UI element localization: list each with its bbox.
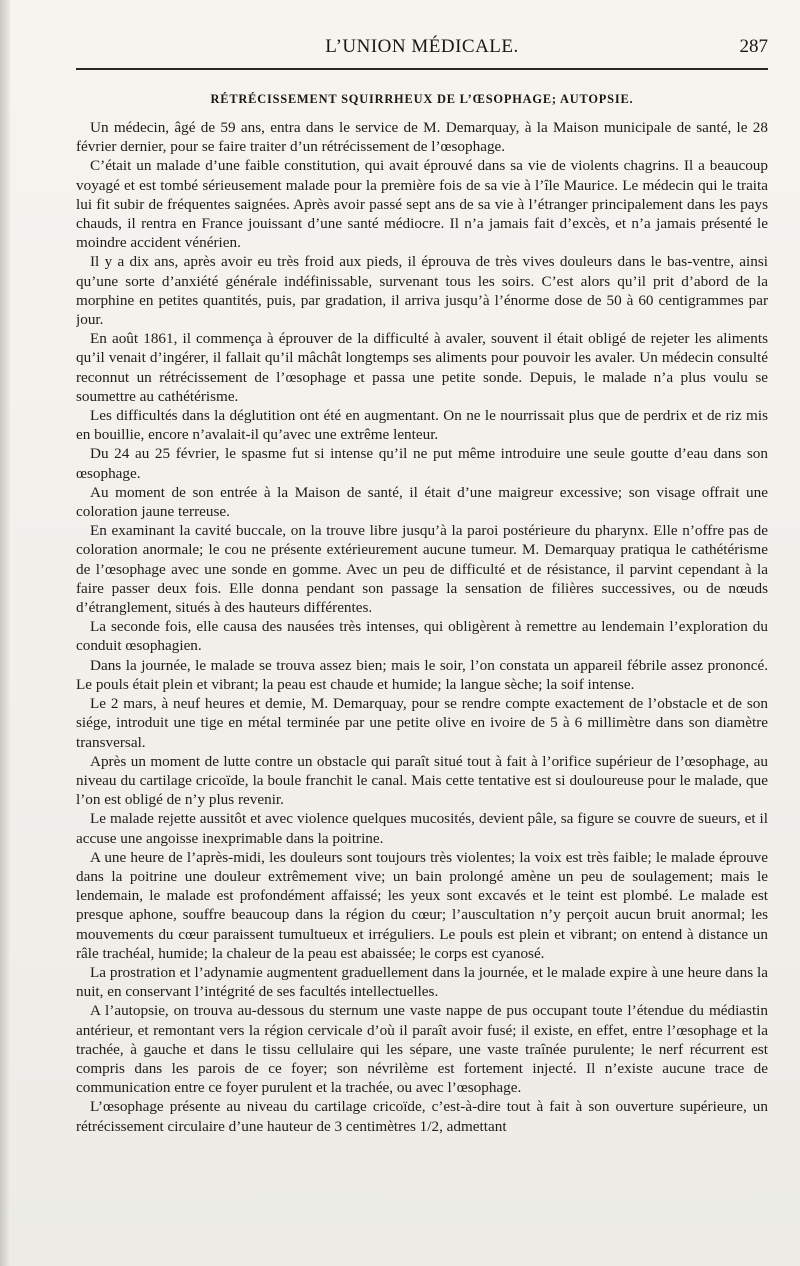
paragraph: La prostration et l’adynamie augmentent graduellement dans la journée, et le malade expire à une heure dans la nuit, en conservant l’intégrité de ses facultés intellectuelles. <box>76 963 768 1001</box>
paragraph: Les difficultés dans la déglutition ont été en augmentant. On ne le nourrissait plus que de perdrix et de riz mis en bouillie, encore n’avalait-il qu’avec une extrême lenteur. <box>76 407 768 444</box>
paragraph: A l’autopsie, on trouva au-dessous du sternum une vaste nappe de pus occupant toute l’étendue du médiastin antérieur, et remontant vers la région cervicale d’où il paraît avoir fusé; il existe, en effet, entre l’œsophage et la trachée, à gauche et dans le tissu cellulaire qui les sépare, une vaste traînée purulente; le nerf récurrent est compris dans les parois de ce foyer; son névrilème est fortement injecté. Il n’existe aucune trace de communication entre ce foyer purulent et la trachée, ou avec l’œsophage. <box>76 1002 768 1097</box>
journal-title: L’UNION MÉDICALE. <box>325 36 519 57</box>
paragraph: Un médecin, âgé de 59 ans, entra dans le service de M. Demarquay, à la Maison municipale de santé, le 28 février dernier, pour se faire traiter d’un rétrécissement de l’œsophage. <box>76 119 768 156</box>
paragraph: C’était un malade d’une faible constitution, qui avait éprouvé dans sa vie de violents chagrins. Il a beaucoup voyagé et est tombé sérieusement malade pour la première fois de sa vie à l’île Maurice. Le médecin qui le traita lui fit subir de fréquentes saignées. Après avoir passé sept ans de sa vie à l’étranger principalement dans les pays chauds, il rentra en France jouissant d’une santé médiocre. Il n’a jamais fait d’excès, et n’a jamais présenté le moindre accident vénérien. <box>76 157 768 252</box>
article-body <box>76 118 768 1208</box>
paragraph: A une heure de l’après-midi, les douleurs sont toujours très violentes; la voix est très faible; le malade éprouve dans la poitrine une douleur extrêmement vive; un bain prolongé amène un peu de soulagement; mais le lendemain, le malade est profondément affaissé; les yeux sont excavés et le teint est plombé. Le malade est presque aphone, souffre beaucoup dans la région du cœur; l’auscultation n’y perçoit aucun bruit anormal; les mouvements du cœur paraissent tumultueux et irréguliers. Le pouls est plein et vibrant; on entend à distance un râle trachéal, humide; la chaleur de la peau est abaissée; le corps est cyanosé. <box>76 848 768 962</box>
paragraph: En août 1861, il commença à éprouver de la difficulté à avaler, souvent il était obligé de rejeter les aliments qu’il venait d’ingérer, il fallait qu’il mâchât longtemps ses aliments pour pouvoir les avaler. Un médecin consulté reconnut un rétrécissement de l’œsophage et passa une petite sonde. Depuis, le malade n’a plus voulu se soumettre au cathétérisme. <box>76 330 768 405</box>
page-number: 287 <box>739 36 768 57</box>
paragraph: Du 24 au 25 février, le spasme fut si intense qu’il ne put même introduire une seule goutte d’eau dans son œsophage. <box>76 445 768 482</box>
page-binding-shadow <box>0 0 10 1266</box>
paragraph: Il y a dix ans, après avoir eu très froid aux pieds, il éprouva de très vives douleurs dans le bas-ventre, ainsi qu’une sorte d’anxiété générale indéfinissable, survenant tous les soirs. C’est alors qu’il prit d’abord de la morphine en petites quantités, puis, par gradation, il arriva jusqu’à l’énorme dose de 50 à 60 centigrammes par jour. <box>76 253 768 329</box>
paragraph: Au moment de son entrée à la Maison de santé, il était d’une maigreur excessive; son visage offrait une coloration jaune terreuse. <box>76 483 768 521</box>
paragraph: La seconde fois, elle causa des nausées très intenses, qui obligèrent à remettre au lendemain l’exploration du conduit œsophagien. <box>76 618 768 655</box>
paragraph: Dans la journée, le malade se trouva assez bien; mais le soir, l’on constata un appareil fébrile assez prononcé. Le pouls était plein et vibrant; la peau est chaude et humide; la langue sèche; la soif intense. <box>76 656 768 693</box>
paragraph: En examinant la cavité buccale, on la trouve libre jusqu’à la paroi postérieure du pharynx. Elle n’offre pas de coloration anormale; le cou ne présente extérieurement aucune tumeur. M. Demarquay pratiqua le cathétérisme de l’œsophage avec une sonde en gomme. Avec un peu de difficulté et de résistance, il parvint cependant à la faire passer deux fois. Elle donna pendant son passage la sensation de filières successives, ou de nœuds d’étranglement, situés à des hauteurs différentes. <box>76 522 768 617</box>
paragraph: L’œsophage présente au niveau du cartilage cricoïde, c’est-à-dire tout à fait à son ouverture supérieure, un rétrécissement circulaire d’une hauteur de 3 centimètres 1/2, admettant <box>76 1098 768 1135</box>
paragraph: Après un moment de lutte contre un obstacle qui paraît situé tout à fait à l’orifice supérieur de l’œsophage, au niveau du cartilage cricoïde, la boule franchit le canal. Mais cette tentative est si douloureuse pour le malade, que l’on est obligé de n’y plus revenir. <box>76 752 768 809</box>
running-header <box>76 36 768 66</box>
paragraph: Le 2 mars, à neuf heures et demie, M. Demarquay, pour se rendre compte exactement de l’obstacle et de son siége, introduit une tige en métal terminée par une petite olive en ivoire de 5 à 6 millimètre dans son diamètre transversal. <box>76 695 768 751</box>
paragraph: Le malade rejette aussitôt et avec violence quelques mucosités, devient pâle, sa figure se couvre de sueurs, et il accuse une angoisse inexprimable dans la poitrine. <box>76 810 768 847</box>
article-title: RÉTRÉCISSEMENT SQUIRRHEUX DE L’ŒSOPHAGE; AUTOPSIE. <box>210 92 634 106</box>
header-rule <box>76 68 768 70</box>
